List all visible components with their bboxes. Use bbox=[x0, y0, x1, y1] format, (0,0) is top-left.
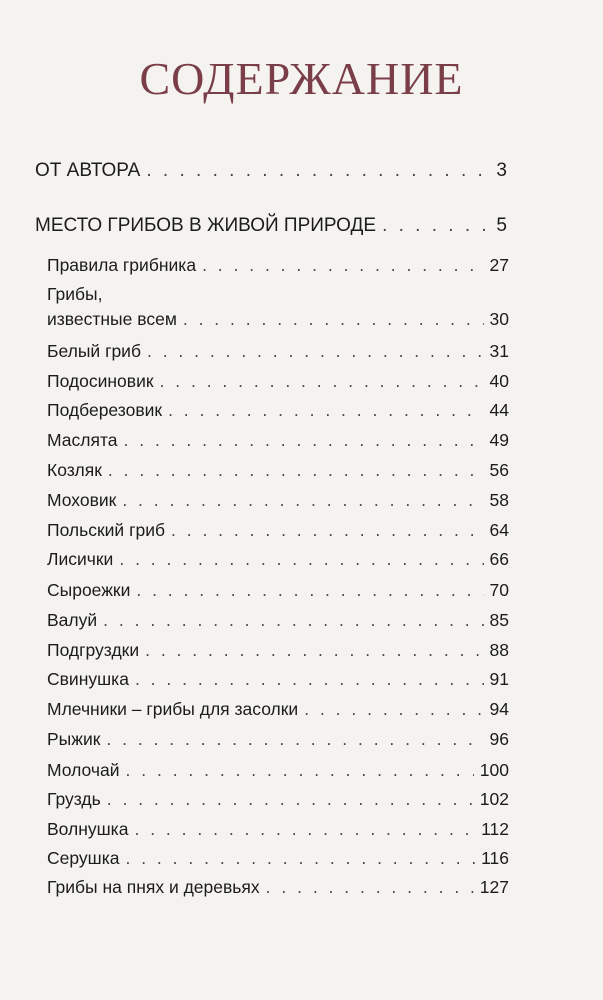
toc-entry-place-of-mushrooms[interactable] bbox=[35, 215, 507, 237]
toc-entry-label: ОТ АВТОРА bbox=[35, 160, 141, 181]
toc-entry-page: 66 bbox=[489, 549, 509, 569]
page-title: СОДЕРЖАНИЕ bbox=[139, 53, 464, 104]
toc-subentry[interactable] bbox=[47, 699, 509, 720]
toc-entry-label: Подгруздки bbox=[47, 640, 140, 660]
toc-entry-page: 102 bbox=[479, 789, 509, 809]
toc-subentry[interactable] bbox=[47, 610, 509, 631]
toc-entry-label: Подберезовик bbox=[47, 400, 163, 420]
toc-subentry[interactable] bbox=[47, 819, 509, 840]
toc-entry-page: 94 bbox=[489, 699, 509, 719]
leader-dots bbox=[108, 460, 484, 481]
toc-subentry[interactable] bbox=[47, 640, 509, 661]
toc-entry-label: Подосиновик bbox=[47, 371, 154, 391]
toc-entry-label: Молочай bbox=[47, 760, 120, 780]
leader-dots bbox=[126, 760, 474, 781]
toc-subentry[interactable] bbox=[47, 371, 509, 392]
leader-dots bbox=[382, 215, 490, 237]
toc-entry-page: 49 bbox=[489, 430, 509, 450]
toc-subentry[interactable] bbox=[47, 848, 509, 869]
toc-entry-page: 127 bbox=[479, 877, 509, 897]
toc-entry-label: Волнушка bbox=[47, 819, 129, 839]
toc-subentry[interactable] bbox=[47, 430, 509, 451]
leader-dots bbox=[304, 699, 483, 720]
toc-entry-page: 5 bbox=[496, 215, 507, 236]
toc-subentry[interactable] bbox=[47, 580, 509, 601]
toc-subentry[interactable] bbox=[47, 520, 509, 541]
leader-dots bbox=[202, 255, 483, 276]
toc-entry-page: 64 bbox=[489, 520, 509, 540]
toc-subentry[interactable] bbox=[47, 729, 509, 750]
leader-dots bbox=[122, 490, 483, 511]
toc-entry-label: Серушка bbox=[47, 848, 120, 868]
leader-dots bbox=[171, 520, 484, 541]
toc-entry-label: Польский гриб bbox=[47, 520, 165, 540]
toc-entry-page: 56 bbox=[489, 460, 509, 480]
leader-dots bbox=[125, 848, 475, 869]
toc-entry-label: Свинушка bbox=[47, 669, 129, 689]
leader-dots bbox=[134, 819, 475, 840]
toc-entry-label: Сыроежки bbox=[47, 580, 131, 600]
leader-dots bbox=[106, 729, 483, 750]
toc-entry-label: Лисички bbox=[47, 549, 114, 569]
toc-subentry[interactable] bbox=[47, 255, 509, 276]
toc-entry-label: Рыжик bbox=[47, 729, 101, 749]
toc-subentry[interactable] bbox=[47, 549, 509, 570]
leader-dots bbox=[183, 309, 484, 330]
leader-dots bbox=[266, 877, 474, 898]
toc-entry-page: 31 bbox=[489, 341, 509, 361]
toc-entry-page: 3 bbox=[496, 160, 507, 181]
toc-subentry[interactable] bbox=[47, 309, 509, 330]
toc-subentry-line1[interactable]: Грибы, bbox=[47, 284, 103, 304]
toc-entry-label: Маслята bbox=[47, 430, 118, 450]
toc-entry-page: 27 bbox=[489, 255, 509, 275]
toc-entry-page: 70 bbox=[489, 580, 509, 600]
toc-entry-page: 91 bbox=[489, 669, 509, 689]
toc-entry-page: 58 bbox=[489, 490, 509, 510]
toc-subentry[interactable] bbox=[47, 341, 509, 362]
toc-entry-label: Правила грибника bbox=[47, 255, 197, 275]
leader-dots bbox=[146, 160, 490, 182]
leader-dots bbox=[107, 789, 474, 810]
leader-dots bbox=[160, 371, 484, 392]
leader-dots bbox=[168, 400, 483, 421]
toc-entry-page: 85 bbox=[489, 610, 509, 630]
toc-entry-page: 88 bbox=[489, 640, 509, 660]
toc-entry-page: 44 bbox=[489, 400, 509, 420]
toc-entry-page: 30 bbox=[489, 309, 509, 329]
toc-subentry[interactable] bbox=[47, 669, 509, 690]
toc-subentry[interactable] bbox=[47, 400, 509, 421]
leader-dots bbox=[124, 430, 484, 451]
leader-dots bbox=[103, 610, 483, 631]
leader-dots bbox=[136, 580, 483, 601]
toc-entry-label: Грибы на пнях и деревьях bbox=[47, 877, 260, 897]
toc-entry-label: Валуй bbox=[47, 610, 98, 630]
toc-entry-label: Козляк bbox=[47, 460, 102, 480]
toc-entry-label: МЕСТО ГРИБОВ В ЖИВОЙ ПРИРОДЕ bbox=[35, 215, 377, 236]
toc-subentry[interactable] bbox=[47, 877, 509, 898]
toc-entry-page: 100 bbox=[479, 760, 509, 780]
toc-entry-page: 40 bbox=[489, 371, 509, 391]
toc-subentry[interactable] bbox=[47, 789, 509, 810]
toc-entry-label: известные всем bbox=[47, 309, 177, 329]
toc-entry-page: 112 bbox=[481, 819, 509, 839]
toc-entry-page: 96 bbox=[489, 729, 509, 749]
leader-dots bbox=[119, 549, 483, 570]
toc-entry-from-author[interactable] bbox=[35, 160, 507, 182]
leader-dots bbox=[135, 669, 484, 690]
leader-dots bbox=[145, 640, 483, 661]
toc-entry-label: Груздь bbox=[47, 789, 101, 809]
leader-dots bbox=[147, 341, 484, 362]
toc-entry-label: Млечники – грибы для засолки bbox=[47, 699, 299, 719]
toc-entry-page: 116 bbox=[481, 848, 509, 868]
toc-subentry[interactable] bbox=[47, 490, 509, 511]
toc-entry-label: Моховик bbox=[47, 490, 117, 510]
toc-subentry[interactable] bbox=[47, 460, 509, 481]
toc-entry-label: Белый гриб bbox=[47, 341, 141, 361]
toc-subentry[interactable] bbox=[47, 760, 509, 781]
